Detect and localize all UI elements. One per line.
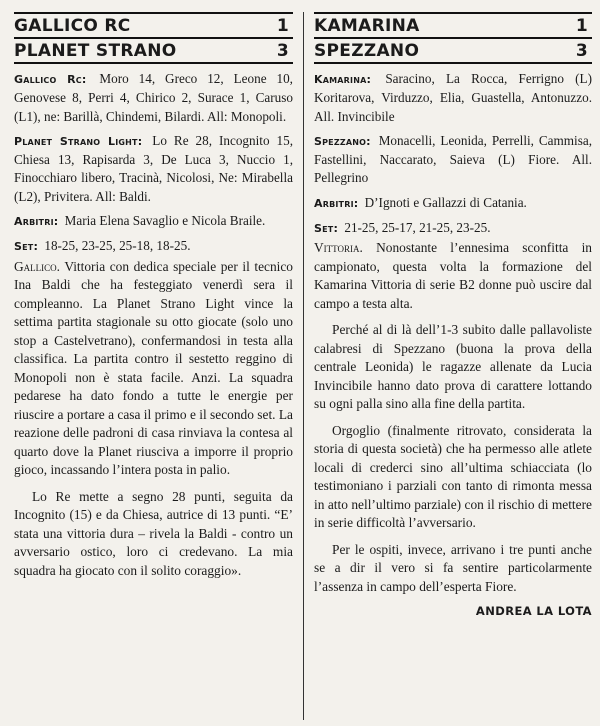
- sets-text: 18-25, 23-25, 25-18, 18-25.: [44, 238, 191, 254]
- referees-label: Arbitri:: [314, 196, 359, 210]
- lineup-label: Kamarina:: [314, 73, 372, 86]
- sets-text: 21-25, 25-17, 21-25, 23-25.: [344, 220, 491, 236]
- lineup-text: Saracino, La Rocca, Ferrigno (L) Koritarova, Virduzzo, Elia, Guastella, Antonuzzo. All. Invincibile: [314, 71, 593, 124]
- score-row-away: [314, 39, 592, 64]
- score-row-home: [314, 14, 592, 39]
- lineup-text: Moro 14, Greco 12, Leone 10, Genovese 8, Perri 4, Chirico 2, Surace 1, Caruso (L1), ne: Barillà, Chindemi, Bilardi. All: Monopoli.: [14, 71, 293, 124]
- paragraph: Perché al di là dell’1-3 subito dalle pallavoliste calabresi di Spezzano (buona la prova della centrale Leonida) le ragazze allenate da Lucia Invincibile hanno dato prova di carattere lottando su ogni palla sino alla fine della partita.: [314, 322, 592, 412]
- referees-label: Arbitri:: [14, 215, 59, 229]
- article-body: [314, 239, 592, 596]
- set-scores: [14, 237, 293, 256]
- lineup-label: Planet Strano Light:: [14, 134, 143, 148]
- sets-label: Set:: [14, 240, 39, 254]
- article-body: [14, 258, 293, 581]
- paragraph-text: Vittoria con dedica speciale per il tecnico Ina Baldi che ha festeggiato venerdì sera il compleanno. La Planet Strano Light vince la settima partita stagionale su otto giocate (solo uno stop a Castelvetrano), confermandosi in testa alla classifica. La partita contro il sestetto reggino di Monopoli non è stata facile. Anzi. La squadra pedarese ha dato fondo a tutte le energie per riuscire a portare a casa il primo e il secondo set. La reazione delle padroni di casa rinviava la contesa al quarto dove la Planet riusciva a imporre il proprio gioco, incassando l’intera posta in palio.: [14, 258, 294, 478]
- team-score: 1: [276, 15, 289, 36]
- team-score: 3: [575, 40, 588, 61]
- score-row-home: [14, 14, 293, 39]
- paragraph: [314, 239, 592, 313]
- article-kamarina-spezzano: [304, 12, 592, 720]
- byline: ANDREA LA LOTA: [475, 604, 592, 619]
- referees-text: D’Ignoti e Gallazzi di Catania.: [364, 194, 527, 210]
- paragraph: Orgoglio (finalmente ritrovato, considerata la storia di questa società) che ha permesso alle atlete locali di crederci sino all’ultima schiacciata (lo testimoniano i parziali con tanto di rimonta messa in atto nell’ultimo parziale) con il rischio di mettere in serie difficoltà l’avversario.: [314, 422, 592, 531]
- team-name: PLANET STRANO: [14, 40, 177, 61]
- paragraph: Lo Re mette a segno 28 punti, seguita da Incognito (15) e da Chiesa, autrice di 13 punti. “E’ stata una vittoria dura – rivela la Baldi - contro un avversario ostico, loro ci credevano. La mia squadra ha giocato con il solito coraggio».: [14, 488, 293, 578]
- paragraph: Per le ospiti, invece, arrivano i tre punti anche se a dir il vero si fa sentire particolarmente l’assenza in campo dell’esperta Fiore.: [314, 541, 592, 594]
- scoreboard: [314, 12, 592, 64]
- paragraph-text: Nonostante l’ennesima sconfitta in campionato, questa volta la formazione del Kamarina Vittoria di serie B2 donne può uscire dal campo a testa alta.: [314, 240, 592, 311]
- article-gallico-planet: [14, 12, 304, 720]
- team-score: 1: [575, 15, 588, 36]
- lineup-text: Monacelli, Leonida, Perrelli, Cammisa, Fastellini, Naccarato, Saieva (L) Fiore. All. Pellegrino: [314, 132, 592, 186]
- paragraph: [14, 258, 293, 480]
- team-name: KAMARINA: [314, 15, 420, 36]
- dateline: Gallico.: [14, 258, 61, 274]
- set-scores: [314, 219, 592, 238]
- team-name: GALLICO RC: [14, 15, 131, 36]
- score-row-away: [14, 39, 293, 64]
- sets-label: Set:: [314, 222, 339, 236]
- dateline: Vittoria.: [314, 240, 363, 256]
- lineup-home: [14, 70, 293, 126]
- lineup-text: Lo Re 28, Incognito 15, Chiesa 13, Rapisarda 3, De Luca 3, Nuccio 1, Finocchiaro libero, Tracinà, Nicolosi, Ne: Mirabella (L2), Privitera. All: Baldi.: [14, 132, 293, 204]
- referees-text: Maria Elena Savaglio e Nicola Braile.: [64, 213, 266, 229]
- lineup-home: [314, 70, 592, 126]
- lineup-away: [14, 132, 293, 206]
- lineup-label: Spezzano:: [314, 134, 371, 148]
- scoreboard: [14, 12, 293, 64]
- referees: [314, 194, 592, 213]
- lineup-label: Gallico Rc:: [14, 73, 87, 86]
- team-score: 3: [276, 40, 289, 61]
- lineup-away: [314, 132, 592, 188]
- referees: [14, 212, 293, 231]
- team-name: SPEZZANO: [314, 40, 420, 61]
- article-columns: [14, 12, 592, 720]
